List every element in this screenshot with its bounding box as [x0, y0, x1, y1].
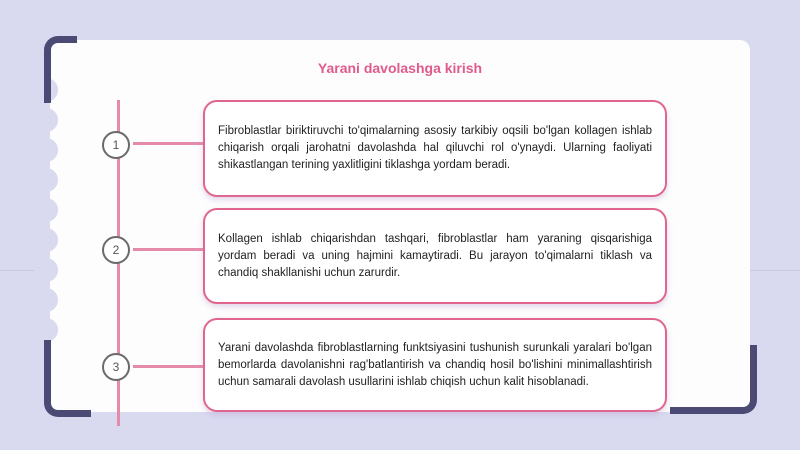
step-number-badge: 2 — [102, 236, 130, 264]
step-card — [203, 318, 667, 412]
step-card — [203, 100, 667, 197]
step-number-badge: 3 — [102, 353, 130, 381]
step-number-badge: 1 — [102, 131, 130, 159]
step-connector — [133, 142, 203, 145]
step-text: Kollagen ishlab chiqarishdan tashqari, fibroblastlar ham yaraning qisqarishiga yordam beradi va uning hajmini kamaytiradi. Bu jarayon to'qimalarni tiklash va chandiq shakllanishi uchun zarurdir. — [218, 232, 652, 279]
corner-bracket-bottom-left — [44, 340, 91, 417]
corner-bracket-top-left — [44, 36, 77, 103]
binder-hole — [34, 138, 58, 162]
step-connector — [133, 248, 203, 251]
step-connector — [133, 365, 203, 368]
binder-hole — [34, 318, 58, 342]
binder-hole — [34, 198, 58, 222]
binder-hole — [34, 258, 58, 282]
binder-hole — [34, 108, 58, 132]
binder-hole — [34, 288, 58, 312]
step-text: Yarani davolashda fibroblastlarning funktsiyasini tushunish surunkali yaralari bo'lgan bemorlarda davolanishni rag'batlantirish va chandiq hosil bo'lishini minimallashtirish uchun samarali davolash usullarini ishlab chiqish uchun kalit hisoblanadi. — [218, 341, 652, 388]
page-title: Yarani davolashga kirish — [317, 60, 483, 76]
corner-bracket-bottom-right — [670, 345, 757, 414]
step-text: Fibroblastlar biriktiruvchi to'qimalarning asosiy tarkibiy oqsili bo'lgan kollagen ishlab chiqarish orqali jarohatni davolashda hal qiluvchi rol o'ynaydi. Ularning faoliyati shikastlangan terining yaxlitligini tiklashga yordam beradi. — [218, 125, 652, 171]
step-card — [203, 208, 667, 304]
binder-hole — [34, 168, 58, 192]
binder-hole — [34, 228, 58, 252]
